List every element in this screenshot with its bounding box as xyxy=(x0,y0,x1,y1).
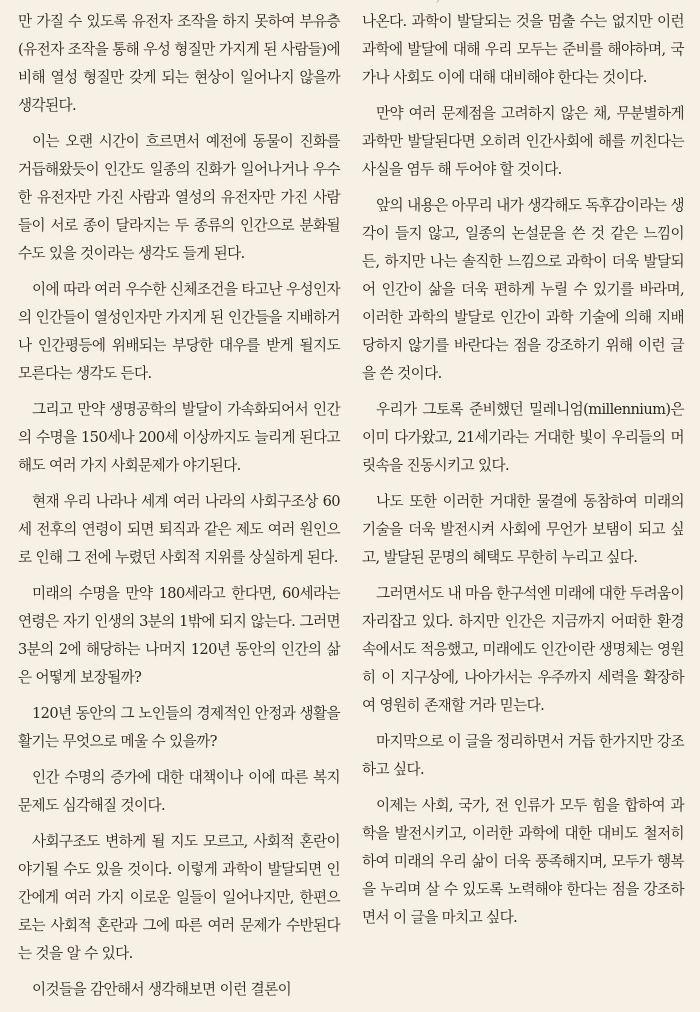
paragraph: 나온다. 과학이 발달되는 것을 멈출 수는 없지만 이런 과학에 발달에 대해 우리 모두는 준비를 해야하며, 국가나 사회도 이에 대해 대비해야 한다는 것이다. xyxy=(362,13,684,86)
paragraph: 사회구조도 변하게 될 지도 모르고, 사회적 혼란이 야기될 수도 있을 것이다. 이렇게 과학이 발달되면 인간에게 여러 가지 이로운 일들이 일어나지만, 한편으로는 사회적 혼란과 그에 따른 여러 문제가 수반된다는 것을 알 수 있다. xyxy=(18,833,340,962)
paragraph: 이에 따라 여러 우수한 신체조건을 타고난 우성인자의 인간들이 열성인자만 가지게 된 인간들을 지배하거나 인간평등에 위배되는 부당한 대우를 받게 될지도 모른다는 생각도 든다. xyxy=(18,281,340,382)
paragraph: 이것들을 감안해서 생각해보면 이런 결론이 xyxy=(32,981,292,998)
paragraph: 그리고 만약 생명공학의 발달이 가속화되어서 인간의 수명을 150세나 200세 이상까지도 늘리게 된다고 해도 여러 가지 사회문제가 야기된다. xyxy=(18,401,340,474)
paragraph: 만 가질 수 있도록 유전자 조작을 하지 못하여 부유층(유전자 조작을 통해 우성 형질만 가지게 된 사람들)에 비해 열성 형질만 갖게 되는 현상이 일어나지 않을까 생각된다. xyxy=(18,13,340,114)
paragraph: 현재 우리 나라나 세계 여러 나라의 사회구조상 60세 전후의 연령이 되면 퇴직과 같은 제도 여러 원인으로 인해 그 전에 누렸던 사회적 지위를 상실하게 된다. xyxy=(18,493,340,566)
paragraph: 그러면서도 내 마음 한구석엔 미래에 대한 두려움이 자리잡고 있다. 하지만 인간은 지금까지 어떠한 환경 속에서도 적응했고, 미래에도 인간이란 생명체는 영원히 이 지구상에, 나아가서는 우주까지 세력을 확장하여 영원히 존재할 거라 믿는다. xyxy=(362,585,684,714)
paragraph: 나도 또한 이러한 거대한 물결에 동참하여 미래의 기술을 더욱 발전시켜 사회에 무언가 보탬이 되고 싶고, 발달된 문명의 혜택도 무한히 누리고 싶다. xyxy=(362,493,684,566)
paragraph: 우리가 그토록 준비했던 밀레니엄(millennium)은 이미 다가왔고, 21세기라는 거대한 빛이 우리들의 머릿속을 진동시키고 있다. xyxy=(362,401,684,474)
paragraph: 만약 여러 문제점을 고려하지 않은 채, 무분별하게 과학만 발달된다면 오히려 인간사회에 해를 끼친다는 사실을 염두 해 두어야 할 것이다. xyxy=(362,105,684,178)
paragraph: 이제는 사회, 국가, 전 인류가 모두 힘을 합하여 과학을 발전시키고, 이러한 과학에 대한 대비도 철저히 하여 미래의 우리 삶이 더욱 풍족해지며, 모두가 행복을 누리며 살 수 있도록 노력해야 한다는 점을 강조하면서 이 글을 마치고 싶다. xyxy=(362,797,684,926)
left-column xyxy=(18,8,340,1012)
paragraph: 120년 동안의 그 노인들의 경제적인 안정과 생활을 활기는 무엇으로 메울 수 있을까? xyxy=(18,705,340,750)
paragraph: 인간 수명의 증가에 대한 대책이나 이에 따른 복지문제도 심각해질 것이다. xyxy=(18,769,340,814)
paragraph: 앞의 내용은 아무리 내가 생각해도 독후감이라는 생각이 들지 않고, 일종의 논설문을 쓴 것 같은 느낌이 든, 하지만 나는 솔직한 느낌으로 과학이 더욱 발달되어 인간이 삶을 더욱 편하게 누릴 수 있기를 바라며, 이러한 과학의 발달로 인간이 과학 기술에 의해 지배당하지 않기를 바란다는 점을 강조하기 위해 이런 글을 쓴 것이다. xyxy=(362,197,684,382)
paragraph: 이는 오랜 시간이 흐르면서 예전에 동물이 진화를 거듭해왔듯이 인간도 일종의 진화가 일어나거나 우수한 유전자만 가진 사람과 열성의 유전자만 가진 사람들이 서로 종이 달라지는 두 종류의 인간으로 분화될 수도 있을 것이라는 생각도 들게 된다. xyxy=(18,133,340,262)
paragraph: 미래의 수명을 만약 180세라고 한다면, 60세라는 연령은 자기 인생의 3분의 1밖에 되지 않는다. 그러면 3분의 2에 해당하는 나머지 120년 동안의 인간의 삶은 어떻게 보장될까? xyxy=(18,585,340,686)
right-column xyxy=(362,8,684,940)
paragraph: 마지막으로 이 글을 정리하면서 거듭 한가지만 강조하고 싶다. xyxy=(362,733,684,778)
page-mark: ᐟ xyxy=(436,0,440,9)
